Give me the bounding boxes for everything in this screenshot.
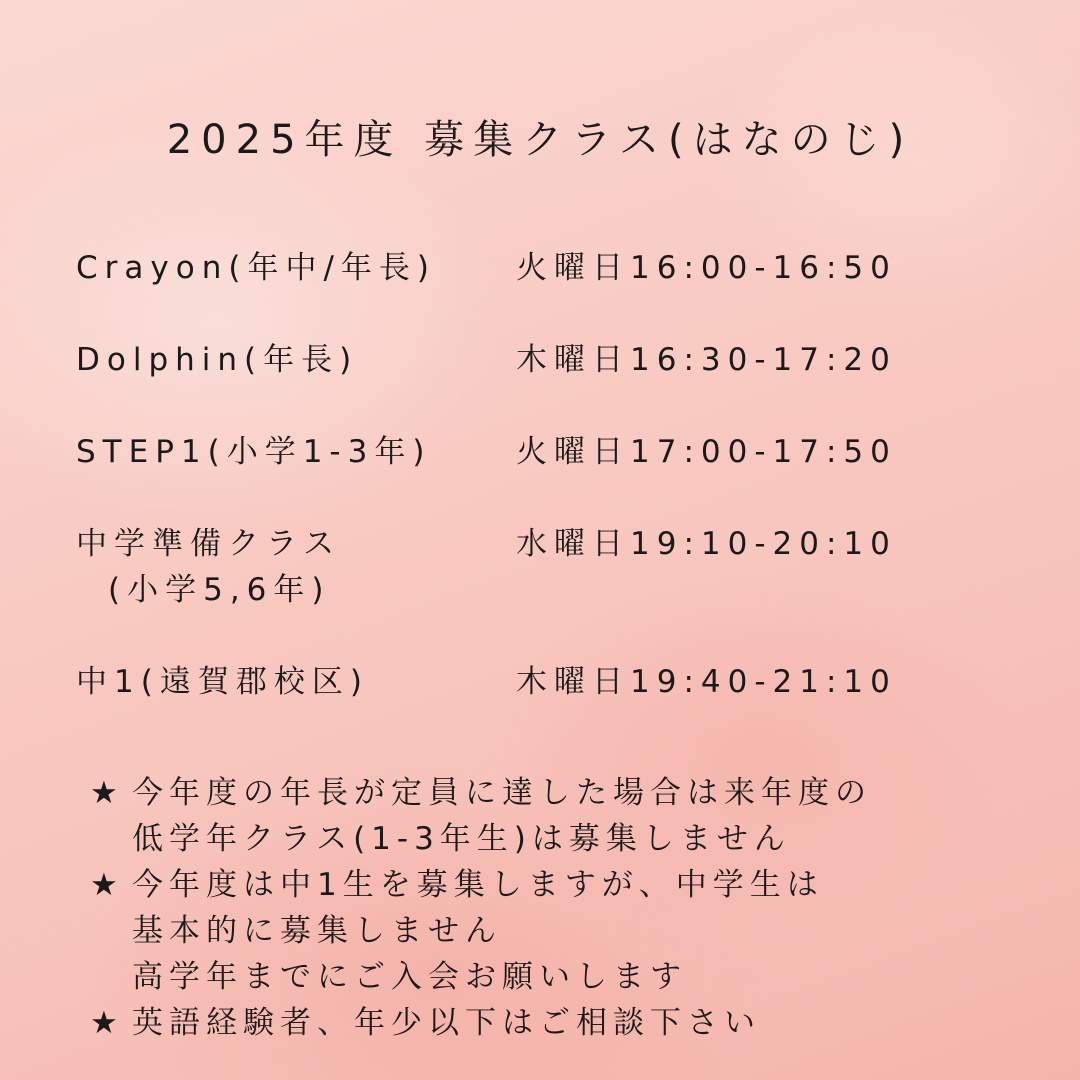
note-line: 低学年クラス(1-3年生)は募集しません [132, 821, 791, 857]
note-line: 基本的に募集しません [132, 913, 502, 949]
class-name: Dolphin(年長) [76, 342, 359, 378]
class-time: 火曜日17:00-17:50 [516, 434, 897, 470]
star-icon: ★ [90, 775, 124, 811]
class-row [76, 245, 1076, 345]
note-line: 英語経験者、年少以下はご相談下さい [132, 1005, 761, 1041]
star-icon: ★ [90, 1005, 124, 1041]
class-row [76, 337, 1076, 437]
class-row [76, 521, 1076, 621]
class-time: 木曜日19:40-21:10 [516, 664, 897, 700]
note-line: 高学年までにご入会お願いします [132, 959, 687, 995]
class-name: Crayon(年中/年長) [76, 250, 436, 286]
star-icon: ★ [90, 867, 124, 903]
class-row [76, 659, 1076, 759]
class-name: 中1(遠賀郡校区) [76, 664, 369, 700]
class-row [76, 429, 1076, 529]
note-item [90, 770, 1050, 862]
class-time: 水曜日19:10-20:10 [516, 526, 897, 562]
class-subtitle: (小学5,6年) [108, 572, 331, 608]
note-item [90, 862, 1050, 1000]
class-name: STEP1(小学1-3年) [76, 434, 432, 470]
notes-list [90, 770, 1050, 1046]
note-line: 今年度の年長が定員に達した場合は来年度の [132, 775, 872, 811]
page-title: 2025年度 募集クラス(はなのじ) [166, 117, 914, 163]
class-name: 中学準備クラス [76, 526, 342, 562]
class-time: 木曜日16:30-17:20 [516, 342, 897, 378]
class-time: 火曜日16:00-16:50 [516, 250, 897, 286]
note-line: 今年度は中1生を募集しますが、中学生は [132, 867, 824, 903]
note-item [90, 1000, 1050, 1046]
